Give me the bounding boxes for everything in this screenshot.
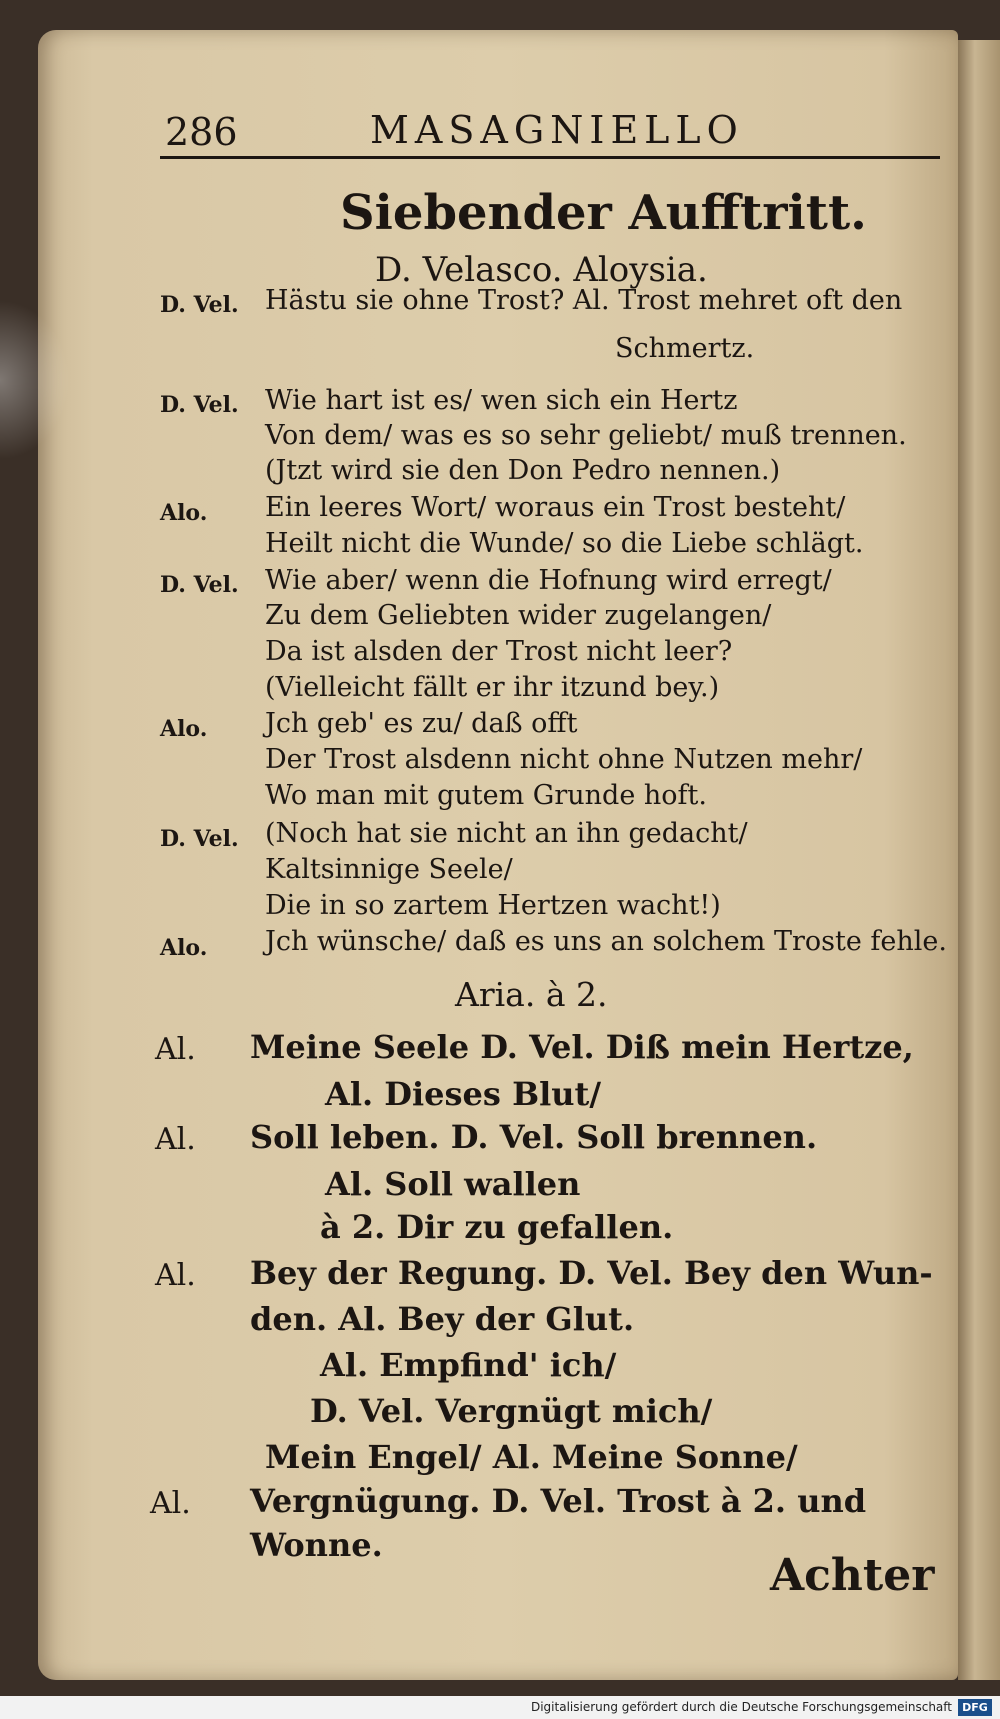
aria-speaker: Al.: [150, 1486, 191, 1521]
speaker: D. Vel.: [160, 572, 239, 598]
dialogue-line: Wie hart ist es/ wen sich ein Hertz: [265, 385, 738, 416]
dialogue-line: Ein leeres Wort/ woraus ein Trost besteht/: [265, 492, 846, 523]
dialogue-line: (Noch hat sie nicht an ihn gedacht/: [265, 818, 748, 849]
running-title: MASAGNIELLO: [370, 108, 744, 152]
aria-line: Wonne.: [250, 1526, 383, 1564]
dialogue-line: Kaltsinnige Seele/: [265, 854, 513, 885]
page-edge: [958, 40, 1000, 1680]
dialogue-line: Schmertz.: [615, 333, 755, 364]
speaker: Alo.: [160, 500, 208, 526]
aria-line: à 2. Dir zu gefallen.: [320, 1208, 674, 1246]
dfg-logo-icon: DFG: [958, 1699, 992, 1716]
aria-line: Al. Soll wallen: [325, 1165, 581, 1203]
speaker: D. Vel.: [160, 392, 239, 418]
footer-credit: Digitalisierung gefördert durch die Deutsche Forschungsgemeinschaft: [530, 1700, 952, 1714]
aria-line: Meine Seele D. Vel. Diß mein Hertze,: [250, 1028, 914, 1066]
aria-speaker: Al.: [155, 1258, 196, 1293]
header-rule: [160, 156, 940, 159]
aria-speaker: Al.: [155, 1122, 196, 1157]
aria-line: Mein Engel/ Al. Meine Sonne/: [265, 1438, 798, 1476]
speaker: D. Vel.: [160, 826, 239, 852]
speaker: Alo.: [160, 716, 208, 742]
aria-line: Soll leben. D. Vel. Soll brennen.: [250, 1118, 818, 1156]
speaker: Alo.: [160, 935, 208, 961]
glare: [0, 300, 70, 460]
aria-line: Vergnügung. D. Vel. Trost à 2. und: [250, 1482, 867, 1520]
dialogue-line: Zu dem Geliebten wider zugelangen/: [265, 600, 772, 631]
dialogue-line: (Vielleicht fällt er ihr itzund bey.): [265, 672, 720, 703]
dialogue-line: Von dem/ was es so sehr geliebt/ muß trennen.: [265, 420, 907, 451]
page-number: 286: [165, 110, 238, 154]
dialogue-line: Da ist alsden der Trost nicht leer?: [265, 636, 733, 667]
dialogue-line: Die in so zartem Hertzen wacht!): [265, 890, 721, 921]
catchword: Achter: [770, 1550, 935, 1601]
scene-title: Siebender Aufftritt.: [340, 185, 867, 241]
aria-line: Al. Empfind' ich/: [320, 1346, 617, 1384]
dialogue-line: Jch wünsche/ daß es uns an solchem Troste fehle.: [265, 926, 947, 957]
footer-bar: [0, 1696, 1000, 1719]
aria-line: den. Al. Bey der Glut.: [250, 1300, 635, 1338]
dialogue-line: Jch geb' es zu/ daß offt: [265, 708, 578, 739]
dialogue-line: Wie aber/ wenn die Hofnung wird erregt/: [265, 565, 832, 596]
speaker: D. Vel.: [160, 292, 239, 318]
aria-speaker: Al.: [155, 1032, 196, 1067]
aria-title: Aria. à 2.: [455, 975, 608, 1014]
dialogue-line: (Jtzt wird sie den Don Pedro nennen.): [265, 455, 781, 486]
dialogue-line: Hästu sie ohne Trost? Al. Trost mehret oft den: [265, 285, 903, 316]
scene-characters: D. Velasco. Aloysia.: [375, 250, 708, 290]
dialogue-line: Der Trost alsdenn nicht ohne Nutzen mehr/: [265, 744, 863, 775]
dialogue-line: Wo man mit gutem Grunde hoft.: [265, 780, 707, 811]
aria-line: Bey der Regung. D. Vel. Bey den Wun-: [250, 1254, 933, 1292]
aria-line: D. Vel. Vergnügt mich/: [310, 1392, 713, 1430]
dialogue-line: Heilt nicht die Wunde/ so die Liebe schlägt.: [265, 528, 864, 559]
aria-line: Al. Dieses Blut/: [325, 1075, 601, 1113]
